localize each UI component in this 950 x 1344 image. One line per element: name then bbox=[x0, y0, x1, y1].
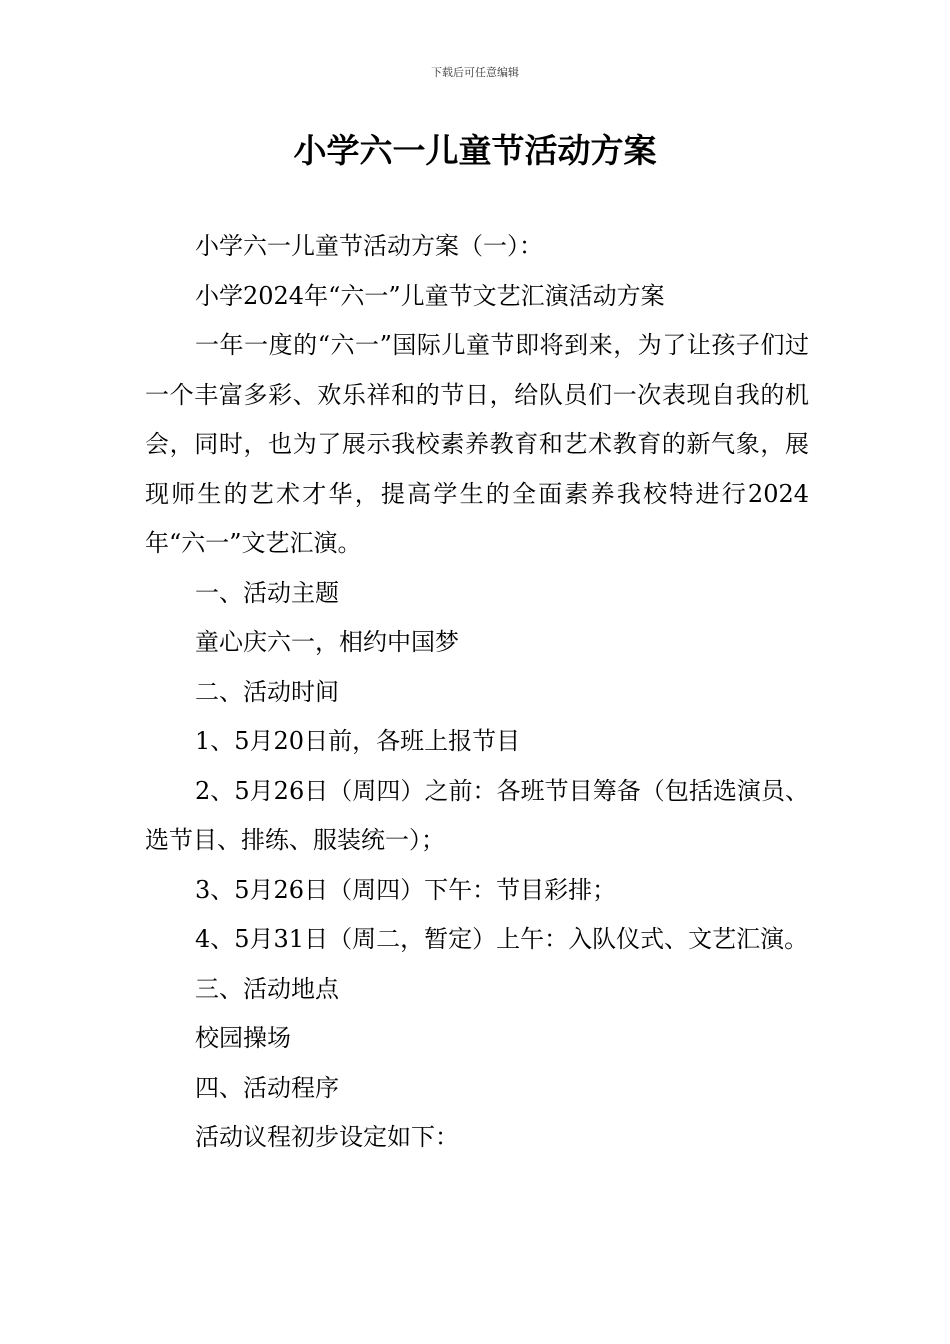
procedure-intro: 活动议程初步设定如下： bbox=[195, 1123, 459, 1151]
time-item-3: 3、5月26日（周四）下午：节目彩排； bbox=[195, 875, 617, 904]
heading-location: 三、活动地点 bbox=[195, 974, 339, 1003]
page-header-note: 下载后可任意编辑 bbox=[431, 66, 519, 79]
plan-title: 小学2024年“六一”儿童节文艺汇演活动方案 bbox=[195, 281, 665, 310]
intro-paragraph: 一年一度的“六一”国际儿童节即将到来，为了让孩子们过一个丰富多彩、欢乐祥和的节日，给队员们一次表现自我的机会，同时，也为了展示我校素养教育和艺术教育的新气象，展现师生的艺术才华，提高学生的全面素养我校特进行2024年“六一”文艺汇演。 bbox=[145, 331, 809, 557]
document-title: 小学六一儿童节活动方案 bbox=[293, 131, 657, 170]
time-item-1: 1、5月20日前，各班上报节目 bbox=[195, 727, 521, 755]
heading-time: 二、活动时间 bbox=[195, 677, 339, 706]
theme-text: 童心庆六一，相约中国梦 bbox=[195, 628, 459, 656]
time-item-2: 2、5月26日（周四）之前：各班节目筹备（包括选演员、选节目、排练、服装统一）； bbox=[145, 776, 809, 854]
heading-procedure: 四、活动程序 bbox=[195, 1073, 339, 1102]
time-item-4: 4、5月31日（周二，暂定）上午：入队仪式、文艺汇演。 bbox=[195, 925, 809, 953]
section-subtitle: 小学六一儿童节活动方案（一）： bbox=[195, 232, 543, 260]
document-body bbox=[145, 222, 809, 1163]
location-text: 校园操场 bbox=[195, 1024, 291, 1052]
heading-theme: 一、活动主题 bbox=[195, 578, 339, 607]
